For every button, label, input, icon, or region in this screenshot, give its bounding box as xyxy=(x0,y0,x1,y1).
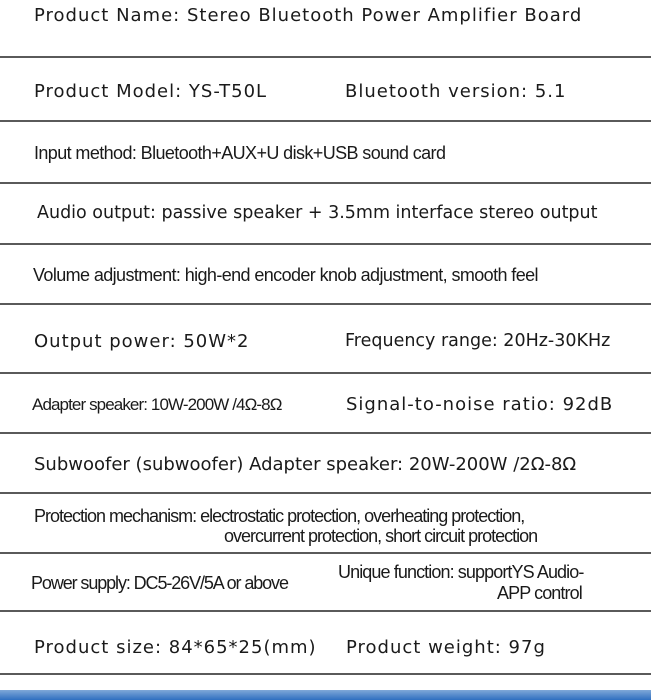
divider xyxy=(0,372,651,374)
snr: Signal-to-noise ratio: 92dB xyxy=(346,394,614,415)
subwoofer: Subwoofer (subwoofer) Adapter speaker: 20W-200W /2Ω-8Ω xyxy=(34,454,577,475)
bluetooth-version: Bluetooth version: 5.1 xyxy=(345,81,567,102)
protection-line-1: Protection mechanism: electrostatic protection, overheating protection, xyxy=(34,506,525,526)
unique-function-line-1: Unique function: supportYS Audio- xyxy=(338,562,584,582)
product-name: Product Name: Stereo Bluetooth Power Amplifier Board xyxy=(34,5,583,26)
adapter-speaker: Adapter speaker: 10W-200W /4Ω-8Ω xyxy=(32,395,282,414)
audio-output: Audio output: passive speaker + 3.5mm interface stereo output xyxy=(37,203,598,223)
power-supply: Power supply: DC5-26V/5A or above xyxy=(31,573,288,593)
divider xyxy=(0,610,651,612)
divider xyxy=(0,243,651,245)
divider xyxy=(0,492,651,494)
product-model: Product Model: YS-T50L xyxy=(34,81,268,102)
divider xyxy=(0,120,651,122)
divider xyxy=(0,673,651,675)
divider xyxy=(0,552,651,554)
output-power: Output power: 50W*2 xyxy=(34,331,250,352)
divider xyxy=(0,56,651,58)
unique-function-line-2: APP control xyxy=(497,583,582,603)
divider xyxy=(0,432,651,434)
divider xyxy=(0,303,651,305)
divider xyxy=(0,182,651,184)
frequency-range: Frequency range: 20Hz-30KHz xyxy=(345,331,611,351)
volume-adjustment: Volume adjustment: high-end encoder knob adjustment, smooth feel xyxy=(33,265,538,285)
input-method: Input method: Bluetooth+AUX+U disk+USB sound card xyxy=(34,143,446,163)
product-weight: Product weight: 97g xyxy=(346,637,546,658)
protection-line-2: overcurrent protection, short circuit protection xyxy=(224,526,538,546)
product-size: Product size: 84*65*25(mm) xyxy=(34,637,317,658)
bottom-blue-bar xyxy=(0,690,651,700)
